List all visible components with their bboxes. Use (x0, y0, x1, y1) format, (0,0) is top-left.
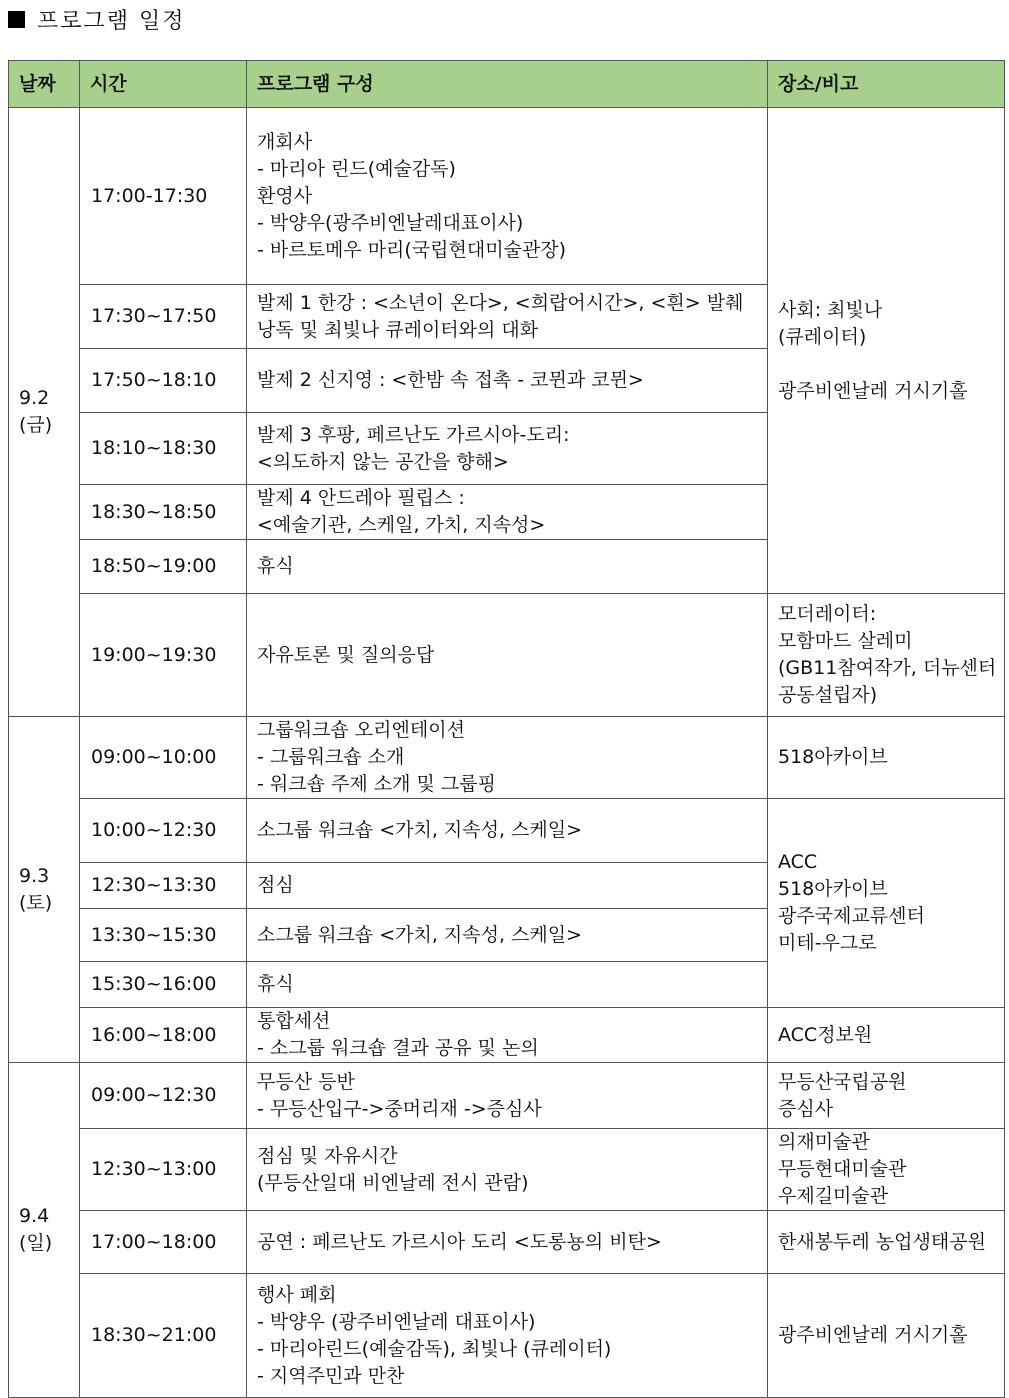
time-cell: 17:50~18:10 (80, 349, 247, 413)
venue-line: 광주국제교류센터 (778, 905, 925, 927)
time-cell: 15:30~16:00 (80, 962, 247, 1008)
time-cell: 18:30~21:00 (80, 1274, 247, 1398)
program-line: 낭독 및 최빛나 큐레이터와의 대화 (257, 318, 539, 341)
date-value: 9.4 (19, 1205, 50, 1227)
program-cell (247, 799, 768, 863)
venue-line: 공동설립자) (778, 684, 878, 706)
header-date: 날짜 (9, 61, 80, 108)
program-line: <의도하지 않는 공간을 향해> (257, 450, 509, 473)
time-cell: 18:50~19:00 (80, 540, 247, 594)
venue-line: 사회: 최빛나 (778, 298, 883, 321)
program-line: 소그룹 워크숍 <가치, 지속성, 스케일> (257, 819, 583, 841)
program-line: - 마리아 린드(예술감독) (257, 157, 456, 180)
weekday-value: (일) (19, 1232, 53, 1254)
program-line: - 무등산입구->중머리재 ->증심사 (257, 1097, 542, 1120)
time-cell: 09:00~12:30 (80, 1063, 247, 1129)
program-line: 개회사 (257, 130, 313, 153)
program-line: 자유토론 및 질의응답 (257, 643, 435, 666)
venue-line: 한새봉두레 농업생태공원 (778, 1230, 986, 1253)
weekday-value: (토) (19, 891, 53, 914)
venue-line: 무등현대미술관 (778, 1158, 907, 1180)
table-row (9, 108, 1005, 285)
program-cell (247, 108, 768, 285)
table-row (9, 1008, 1005, 1063)
program-line: - 소그룹 워크숍 결과 공유 및 논의 (257, 1037, 539, 1059)
venue-line: 미테-우그로 (778, 932, 877, 954)
program-line: 그룹워크숍 오리엔테이션 (257, 719, 465, 741)
schedule-table (8, 60, 1005, 1398)
time-cell: 17:00~18:00 (80, 1211, 247, 1274)
venue-line: 의재미술관 (778, 1131, 870, 1153)
table-header-row (9, 61, 1005, 108)
venue-cell (768, 717, 1005, 799)
program-cell (247, 1211, 768, 1274)
program-line: 점심 (257, 874, 294, 896)
venue-line: (GB11참여작가, 더뉴센터 (778, 657, 997, 679)
program-line: - 마리아린드(예술감독), 최빛나 (큐레이터) (257, 1337, 612, 1360)
time-cell: 12:30~13:30 (80, 863, 247, 909)
program-line: - 워크숍 주제 소개 및 그룹핑 (257, 773, 496, 795)
venue-line: 518아카이브 (778, 878, 888, 900)
program-line: 환영사 (257, 184, 313, 207)
table-row (9, 1129, 1005, 1211)
table-row (9, 594, 1005, 717)
program-cell (247, 540, 768, 594)
header-time: 시간 (80, 61, 247, 108)
table-row (9, 1063, 1005, 1129)
venue-cell (768, 1129, 1005, 1211)
time-cell: 13:30~15:30 (80, 909, 247, 962)
table-row (9, 717, 1005, 799)
venue-cell (768, 1008, 1005, 1063)
program-line: 발제 1 한강 : <소년이 온다>, <희랍어시간>, <흰> 발췌 (257, 291, 744, 314)
program-cell (247, 1063, 768, 1129)
time-cell: 16:00~18:00 (80, 1008, 247, 1063)
time-cell: 09:00~10:00 (80, 717, 247, 799)
program-line: 발제 4 안드레아 필립스 : (257, 487, 465, 509)
venue-line: (큐레이터) (778, 325, 867, 348)
venue-line: 광주비엔날레 거시기홀 (778, 1324, 968, 1346)
program-cell (247, 413, 768, 485)
date-value: 9.2 (19, 387, 50, 409)
program-cell (247, 1129, 768, 1211)
venue-cell (768, 1063, 1005, 1129)
program-cell (247, 1008, 768, 1063)
page-title: 프로그램 일정 (37, 8, 186, 34)
date-value: 9.3 (19, 864, 50, 887)
program-line: 점심 및 자유시간 (257, 1144, 398, 1167)
program-line: 소그룹 워크숍 <가치, 지속성, 스케일> (257, 923, 583, 946)
time-cell: 18:30~18:50 (80, 485, 247, 540)
weekday-value: (금) (19, 414, 53, 436)
venue-spacer (778, 351, 994, 378)
table-row (9, 1211, 1005, 1274)
time-cell: 12:30~13:00 (80, 1129, 247, 1211)
program-line: <예술기관, 스케일, 가치, 지속성> (257, 514, 546, 536)
black-square-icon (8, 11, 25, 28)
program-line: 무등산 등반 (257, 1070, 355, 1093)
venue-line: 증심사 (778, 1097, 834, 1120)
program-cell (247, 285, 768, 349)
program-line: - 박양우(광주비엔날레대표이사) (257, 211, 524, 234)
program-line: 통합세션 (257, 1010, 331, 1032)
time-cell: 17:00-17:30 (80, 108, 247, 285)
program-line: - 지역주민과 만찬 (257, 1364, 405, 1387)
program-line: 공연 : 페르난도 가르시아 도리 <도롱뇽의 비탄> (257, 1230, 662, 1253)
program-line: - 바르토메우 마리(국립현대미술관장) (257, 238, 567, 261)
venue-line: 518아카이브 (778, 746, 888, 768)
date-cell (9, 717, 80, 1063)
program-line: - 박양우 (광주비엔날레 대표이사) (257, 1310, 536, 1333)
time-cell: 17:30~17:50 (80, 285, 247, 349)
program-line: 휴식 (257, 555, 294, 577)
table-row (9, 799, 1005, 863)
program-cell (247, 1274, 768, 1398)
program-cell (247, 485, 768, 540)
header-program: 프로그램 구성 (247, 61, 768, 108)
time-cell: 19:00~19:30 (80, 594, 247, 717)
time-cell: 10:00~12:30 (80, 799, 247, 863)
venue-line: 모함마드 살레미 (778, 630, 913, 652)
venue-line: 모더레이터: (778, 603, 877, 625)
time-cell: 18:10~18:30 (80, 413, 247, 485)
venue-cell (768, 594, 1005, 717)
table-row (9, 1274, 1005, 1398)
program-line: 휴식 (257, 973, 294, 995)
program-cell (247, 962, 768, 1008)
program-line: 발제 2 신지영 : <한밤 속 접촉 - 코뮌과 코뮌> (257, 369, 644, 391)
program-cell (247, 909, 768, 962)
program-cell (247, 863, 768, 909)
program-line: 발제 3 후팡, 페르난도 가르시아-도리: (257, 423, 570, 446)
venue-line: 무등산국립공원 (778, 1070, 907, 1093)
program-line: (무등산일대 비엔날레 전시 관람) (257, 1171, 529, 1194)
header-venue: 장소/비고 (768, 61, 1005, 108)
venue-cell (768, 799, 1005, 1008)
venue-line: ACC정보원 (778, 1023, 873, 1046)
venue-line: ACC (778, 851, 818, 873)
program-cell (247, 717, 768, 799)
venue-cell (768, 1274, 1005, 1398)
venue-cell (768, 108, 1005, 594)
page-heading (8, 4, 186, 34)
program-line: 행사 폐회 (257, 1283, 337, 1306)
date-cell (9, 1063, 80, 1398)
program-line: - 그룹워크숍 소개 (257, 746, 405, 768)
venue-line: 우제길미술관 (778, 1185, 889, 1207)
date-cell (9, 108, 80, 717)
program-cell (247, 594, 768, 717)
venue-line: 광주비엔날레 거시기홀 (778, 379, 968, 402)
venue-cell (768, 1211, 1005, 1274)
program-cell (247, 349, 768, 413)
